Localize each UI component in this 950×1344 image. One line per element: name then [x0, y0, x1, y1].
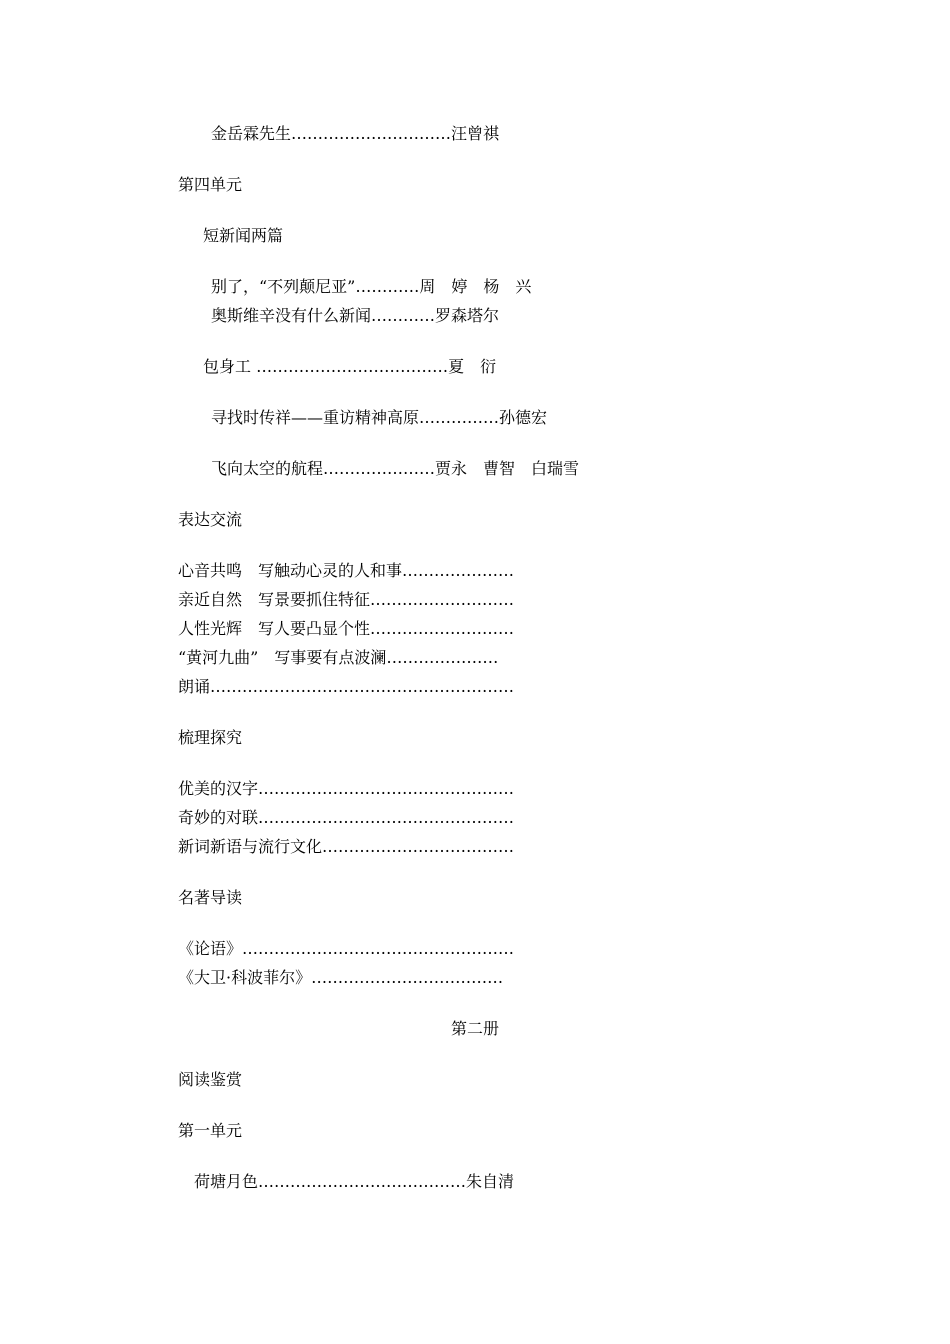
toc-item-britannia: 别了，“不列颠尼亚”…………周 婷 杨 兴 [211, 277, 532, 296]
toc-item-shi-chuanxiang: 寻找时传祥——重访精神高原……………孙德宏 [211, 408, 548, 427]
unit-one-heading: 第一单元 [178, 1121, 243, 1140]
toc-item-renxing: 人性光辉 写人要凸显个性……………………… [178, 619, 515, 638]
toc-item-analects: 《论语》…………………………………………… [178, 939, 515, 958]
toc-item-short-news: 短新闻两篇 [203, 226, 284, 245]
toc-item-copperfield: 《大卫·科波菲尔》……………………………… [178, 968, 504, 987]
toc-item-duilian: 奇妙的对联………………………………………… [178, 808, 515, 827]
expression-heading: 表达交流 [178, 510, 243, 529]
toc-item-auschwitz: 奥斯维辛没有什么新闻…………罗森塔尔 [211, 306, 500, 325]
toc-item-jin-yuelin: 金岳霖先生…………………………汪曾祺 [211, 124, 500, 143]
unit-four-heading: 第四单元 [178, 175, 243, 194]
toc-item-xinyin: 心音共鸣 写触动心灵的人和事………………… [178, 561, 515, 580]
toc-item-hetang: 荷塘月色…………………………………朱自清 [194, 1172, 515, 1191]
toc-item-new-words: 新词新语与流行文化……………………………… [178, 837, 515, 856]
inquiry-heading: 梳理探究 [178, 728, 243, 747]
classics-heading: 名著导读 [178, 888, 243, 907]
toc-item-hanzi: 优美的汉字………………………………………… [178, 779, 515, 798]
toc-item-space-flight: 飞向太空的航程…………………贾永 曹智 白瑞雪 [211, 459, 580, 478]
toc-item-ziran: 亲近自然 写景要抓住特征……………………… [178, 590, 515, 609]
volume-two-heading: 第二册 [450, 1019, 499, 1038]
reading-heading: 阅读鉴赏 [178, 1070, 243, 1089]
toc-item-recitation: 朗诵………………………………………………… [178, 677, 515, 696]
toc-item-huanghe: “黄河九曲” 写事要有点波澜………………… [178, 648, 499, 667]
toc-item-baoshengong: 包身工 ………………………………夏 衍 [203, 357, 497, 376]
